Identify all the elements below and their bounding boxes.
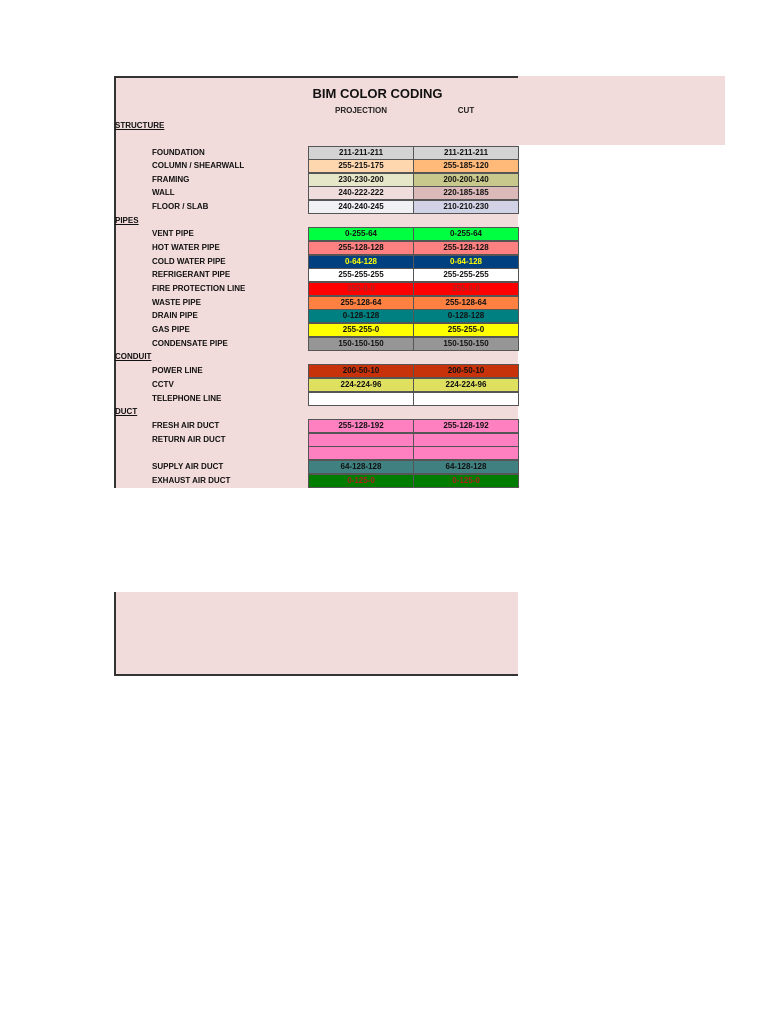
projection-color-cell: 255-215-175: [308, 159, 414, 173]
projection-color-cell: 200-50-10: [308, 364, 414, 378]
projection-header: PROJECTION: [334, 106, 387, 115]
projection-color-cell: 230-230-200: [308, 173, 414, 187]
projection-color-cell: [308, 446, 414, 460]
cut-color-cell: 255-128-64: [413, 296, 519, 310]
row-label: FLOOR / SLAB: [152, 202, 209, 211]
projection-color-cell: 0-125-0: [308, 474, 414, 488]
cut-color-cell: 0-64-128: [413, 255, 519, 269]
row-label: FRESH AIR DUCT: [152, 421, 220, 430]
projection-color-cell: 211-211-211: [308, 146, 414, 160]
cut-color-cell: 220-185-185: [413, 186, 519, 200]
cut-color-cell: 0-255-64: [413, 227, 519, 241]
projection-color-cell: 255-255-255: [308, 268, 414, 282]
notes-box: [114, 592, 518, 676]
cut-color-cell: [413, 433, 519, 447]
cut-color-cell: [413, 392, 519, 406]
row-label: REFRIGERANT PIPE: [152, 270, 231, 279]
projection-color-cell: 255-255-0: [308, 323, 414, 337]
projection-color-cell: 150-150-150: [308, 337, 414, 351]
section-duct: DUCT: [115, 407, 138, 416]
row-label: WALL: [152, 188, 175, 197]
row-label: POWER LINE: [152, 366, 203, 375]
projection-color-cell: 255-0-0: [308, 282, 414, 296]
cut-color-cell: 210-210-230: [413, 200, 519, 214]
row-label: DRAIN PIPE: [152, 311, 198, 320]
row-label: EXHAUST AIR DUCT: [152, 476, 231, 485]
cut-color-cell: 255-128-128: [413, 241, 519, 255]
projection-color-cell: 224-224-96: [308, 378, 414, 392]
cut-color-cell: 255-255-0: [413, 323, 519, 337]
row-label: GAS PIPE: [152, 325, 190, 334]
cut-color-cell: 255-128-192: [413, 419, 519, 433]
row-label: COLUMN / SHEARWALL: [152, 161, 245, 170]
row-label: CCTV: [152, 380, 174, 389]
cut-header: CUT: [457, 106, 475, 115]
row-label: WASTE PIPE: [152, 298, 201, 307]
row-label: SUPPLY AIR DUCT: [152, 462, 224, 471]
projection-color-cell: 240-222-222: [308, 186, 414, 200]
cut-color-cell: 200-50-10: [413, 364, 519, 378]
projection-color-cell: 255-128-64: [308, 296, 414, 310]
cut-color-cell: 224-224-96: [413, 378, 519, 392]
row-label: COLD WATER PIPE: [152, 257, 226, 266]
cut-color-cell: 64-128-128: [413, 460, 519, 474]
section-pipes: PIPES: [115, 216, 139, 225]
cut-color-cell: [413, 446, 519, 460]
cut-color-cell: 200-200-140: [413, 173, 519, 187]
cut-color-cell: 255-255-255: [413, 268, 519, 282]
cut-color-cell: 150-150-150: [413, 337, 519, 351]
projection-color-cell: 255-128-128: [308, 241, 414, 255]
row-label: RETURN AIR DUCT: [152, 435, 226, 444]
row-label: TELEPHONE LINE: [152, 394, 222, 403]
projection-color-cell: 64-128-128: [308, 460, 414, 474]
row-label: FRAMING: [152, 175, 190, 184]
section-conduit: CONDUIT: [115, 352, 152, 361]
cut-color-cell: 0-125-0: [413, 474, 519, 488]
row-label: VENT PIPE: [152, 229, 194, 238]
projection-color-cell: [308, 392, 414, 406]
cut-color-cell: 255-0-0: [413, 282, 519, 296]
cut-color-cell: 0-128-128: [413, 309, 519, 323]
row-label: CONDENSATE PIPE: [152, 339, 228, 348]
projection-color-cell: [308, 433, 414, 447]
projection-color-cell: 255-128-192: [308, 419, 414, 433]
projection-color-cell: 0-255-64: [308, 227, 414, 241]
projection-color-cell: 0-128-128: [308, 309, 414, 323]
section-structure: STRUCTURE: [115, 121, 165, 130]
projection-color-cell: 0-64-128: [308, 255, 414, 269]
row-label: HOT WATER PIPE: [152, 243, 220, 252]
row-label: FIRE PROTECTION LINE: [152, 284, 246, 293]
cut-color-cell: 211-211-211: [413, 146, 519, 160]
cut-color-cell: 255-185-120: [413, 159, 519, 173]
row-label: FOUNDATION: [152, 148, 205, 157]
page-title: BIM COLOR CODING: [312, 86, 443, 101]
projection-color-cell: 240-240-245: [308, 200, 414, 214]
